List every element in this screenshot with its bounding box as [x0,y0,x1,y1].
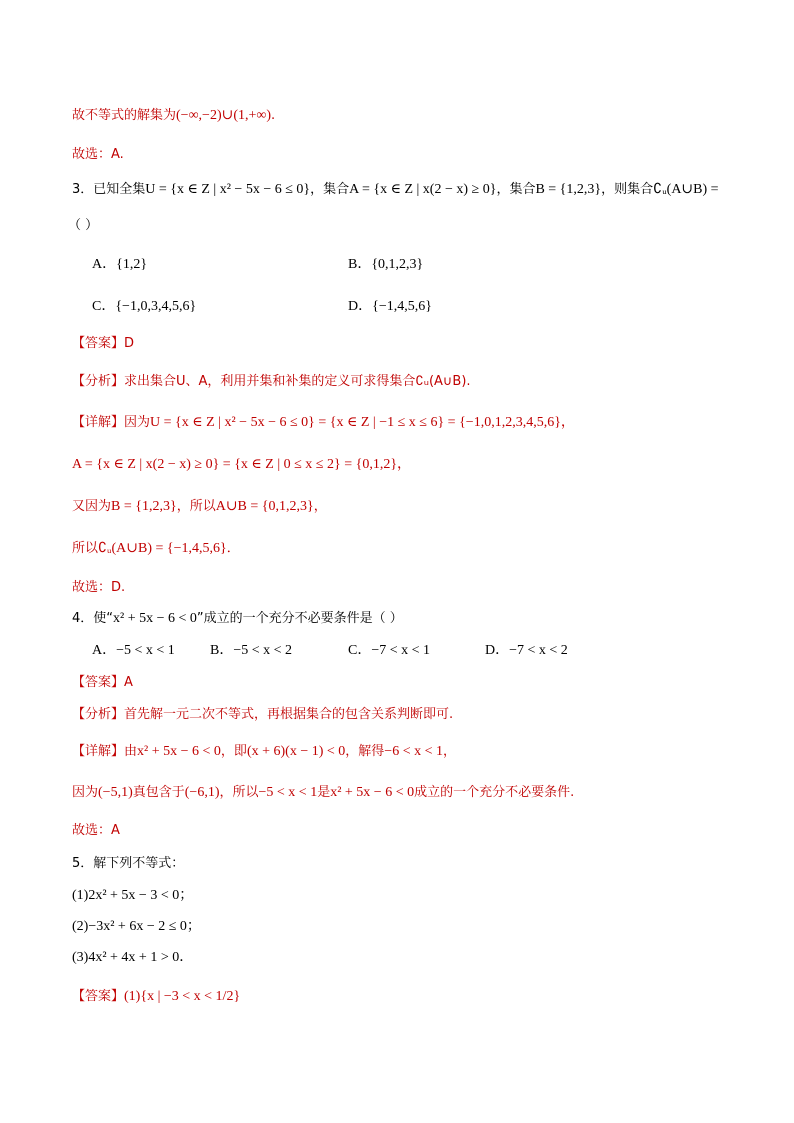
text: 因为 [72,785,99,800]
q3-analysis [72,372,471,392]
q3-option-b: B．{0,1,2,3} [348,257,424,272]
text: 又因为 [72,499,112,514]
q5-part-1: (1)2x² + 5x − 3 < 0； [72,888,194,903]
math-expr: A = {x ∈ Z | x(2 − x) ≥ 0} [349,182,497,197]
text: . [271,108,276,123]
q4-answer [72,673,133,693]
q4-stem [72,609,403,629]
detail-tag: 【详解】 [72,744,125,759]
math-expr: (−5,1) [98,785,133,800]
q5-answer [72,987,240,1007]
text: (1) [124,989,141,1004]
q4-option-a: A．−5 < x < 1 [92,643,175,658]
answer-value: D [124,336,135,351]
q4-analysis [72,705,453,725]
math-expr: x² + 5x − 6 < 0 [330,785,415,800]
q3-detail-2: A = {x ∈ Z | x(2 − x) ≥ 0} = {x ∈ Z | 0 ≤ x ≤ 2} = {0,1,2}， [72,457,412,472]
text: 3．已知全集 [72,182,146,197]
text: 是 [317,785,331,800]
q4-detail-1 [72,742,456,762]
math-expr: (x + 6)(x − 1) < 0 [246,744,346,759]
q4-choose: 故选：A [72,823,120,838]
q4-detail-2 [72,783,574,803]
text: 由 [124,744,138,759]
math-expr: x² + 5x − 6 < 0 [113,611,197,626]
answer-tag: 【答案】 [72,336,125,351]
q3-paren: （ ） [68,218,99,233]
text: ，所以 [176,499,216,514]
math-expr: A∪B = {0,1,2,3} [215,499,314,514]
q3-option-c: C．{−1,0,3,4,5,6} [92,299,197,314]
text: 真包含于 [132,785,185,800]
choose-line: 故选：A. [72,147,124,162]
solution-set-line [72,106,275,126]
analysis-text: 首先解一元二次不等式，再根据集合的包含关系判断即可. [124,707,454,722]
text: ，集合 [496,182,536,197]
q5-part-2: (2)−3x² + 6x − 2 ≤ 0； [72,919,201,934]
answer-value: A [124,675,133,690]
q3-detail-4 [72,539,240,559]
text: ， [442,744,456,759]
text: 成立的一个充分不必要条件. [414,785,575,800]
answer-tag: 【答案】 [72,989,125,1004]
text: ． [226,541,240,556]
math-expr: U = {x ∈ Z | x² − 5x − 6 ≤ 0} [145,182,311,197]
math-expr: (−∞,−2)∪(1,+∞) [176,108,272,123]
text: ， [313,499,327,514]
math-expr: −6 < x < 1 [384,744,443,759]
q3-answer [72,334,134,354]
text: ，则集合 [601,182,654,197]
math-expr: U = {x ∈ Z | x² − 5x − 6 ≤ 0} = {x ∈ Z | −1 ≤ x ≤ 6} = {−1,0,1,2,3,4,5,6}， [150,415,575,430]
q3-choose: 故选：D. [72,580,126,595]
answer-tag: 【答案】 [72,675,125,690]
q3-option-a: A．{1,2} [92,257,148,272]
math-expr: B = {1,2,3} [535,182,602,197]
text: 4．使“ [72,611,114,626]
q3-stem [72,180,719,200]
detail-tag: 【详解】 [72,415,125,430]
text: 故不等式的解集为 [72,108,177,123]
q4-option-d: D．−7 < x < 2 [485,643,568,658]
math-expr: (−6,1) [184,785,220,800]
q4-option-b: B．−5 < x < 2 [210,643,293,658]
math-expr: {x | −3 < x < 1/2} [140,989,241,1004]
q5-part-3: (3)4x² + 4x + 1 > 0． [72,950,194,965]
text: ，集合 [310,182,350,197]
math-expr: x² + 5x − 6 < 0 [137,744,221,759]
q4-option-c: C．−7 < x < 1 [348,643,431,658]
math-expr: B = {1,2,3} [111,499,177,514]
q5-stem: 5．解下列不等式： [72,856,185,871]
text: 因为 [124,415,151,430]
math-expr: ∁ᵤ(A∪B) = [653,182,719,197]
math-expr: −5 < x < 1 [258,785,318,800]
analysis-tag: 【分析】 [72,374,125,389]
q3-detail-1 [72,413,575,433]
text: ，即 [220,744,247,759]
text: 所以 [72,541,99,556]
math-expr: ∁ᵤ(A∪B) = {−1,4,5,6} [98,541,227,556]
text: ，所以 [219,785,259,800]
analysis-text: 求出集合U、A，利用并集和补集的定义可求得集合∁ᵤ(A∪B). [124,374,471,389]
text: ，解得 [345,744,385,759]
q3-detail-3 [72,497,327,517]
analysis-tag: 【分析】 [72,707,125,722]
q3-option-d: D．{−1,4,5,6} [348,299,432,314]
text: ”成立的一个充分不必要条件是（ ） [196,611,403,626]
